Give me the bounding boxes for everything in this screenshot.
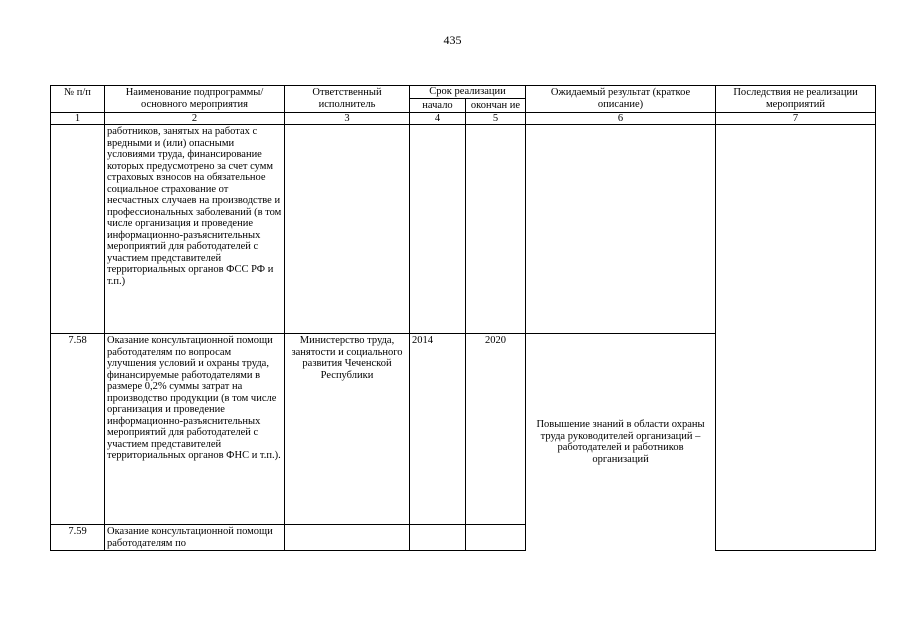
row-number (51, 125, 105, 334)
header-num: № п/п (51, 86, 105, 113)
column-number: 1 (51, 113, 105, 125)
row-start: 2014 (410, 334, 466, 525)
row-name: Оказание консультационной помощи работодателям по вопросам улучшения условий и охраны труда, финансируемые работодателями в размере 0,2% суммы затрат на производство продукции (в том числе организация и проведение информационно-разъяснительных мероприятий для работодателей с участием представителей территориальных органов ФНС и т.п.). (105, 334, 285, 525)
row-start (410, 525, 466, 551)
header-end: окончан ие (466, 98, 526, 113)
row-executor: Министерство труда, занятости и социального развития Чеченской Республики (285, 334, 410, 525)
header-period: Срок реализации (410, 86, 526, 99)
program-table (50, 85, 876, 551)
row-end (466, 125, 526, 334)
column-number: 5 (466, 113, 526, 125)
table-row (51, 125, 876, 334)
column-number: 7 (716, 113, 876, 125)
header-consequences: Последствия не реализации мероприятий (716, 86, 876, 113)
row-number: 7.58 (51, 334, 105, 525)
page-number: 435 (443, 33, 462, 47)
row-start (410, 125, 466, 334)
row-name: работников, занятых на работах с вредными и (или) опасными условиями труда, финансирование которых предусмотрено за счет сумм страховых взносов на обязательное социальное страхование от несчастных случаев на производстве и профессиональных заболеваний (в том числе организация и проведение информационно-разъяснительных мероприятий для работодателей с участием представителей территориальных органов ФСС РФ и т.п.) (105, 125, 285, 334)
column-number: 6 (526, 113, 716, 125)
column-number: 3 (285, 113, 410, 125)
row-end (466, 525, 526, 551)
header-result: Ожидаемый результат (краткое описание) (526, 86, 716, 113)
header-row-1 (51, 86, 876, 99)
header-start: начало (410, 98, 466, 113)
row-name: Оказание консультационной помощи работодателям по (105, 525, 285, 551)
header-name: Наименование подпрограммы/ основного мероприятия (105, 86, 285, 113)
row-end: 2020 (466, 334, 526, 525)
header-executor: Ответственный исполнитель (285, 86, 410, 113)
column-number-row (51, 113, 876, 125)
row-executor (285, 525, 410, 551)
row-number: 7.59 (51, 525, 105, 551)
row-result (526, 125, 716, 334)
row-result: Повышение знаний в области охраны труда руководителей организаций – работодателей и работников организаций (526, 334, 716, 551)
row-executor (285, 125, 410, 334)
column-number: 2 (105, 113, 285, 125)
column-number: 4 (410, 113, 466, 125)
consequences-cell (716, 125, 876, 551)
